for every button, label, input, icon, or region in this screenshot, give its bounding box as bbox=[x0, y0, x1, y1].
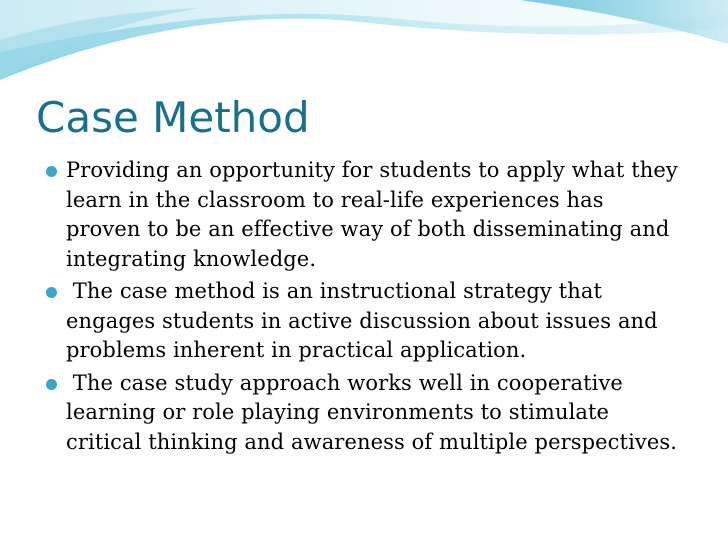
bullet-icon bbox=[46, 379, 57, 390]
bullet-text: The case method is an instructional strategy that engages students in active discussion about issues and problems inherent in practical application. bbox=[66, 279, 665, 362]
wave-header-decoration bbox=[0, 0, 728, 90]
bullet-item-instructional-strategy bbox=[44, 277, 684, 366]
bullet-icon bbox=[46, 166, 57, 177]
bullet-list bbox=[44, 156, 684, 460]
bullet-icon bbox=[46, 287, 57, 298]
bullet-text: Providing an opportunity for students to apply what they learn in the classroom to real-life experiences has proven to be an effective way of both disseminating and integrating knowledge. bbox=[66, 158, 678, 271]
slide-title: Case Method bbox=[36, 93, 310, 142]
bullet-item-opportunity bbox=[44, 156, 684, 274]
bullet-item-case-study-approach bbox=[44, 369, 684, 458]
bullet-text: The case study approach works well in cooperative learning or role playing environments to stimulate critical thinking and awareness of multiple perspectives. bbox=[66, 370, 678, 454]
